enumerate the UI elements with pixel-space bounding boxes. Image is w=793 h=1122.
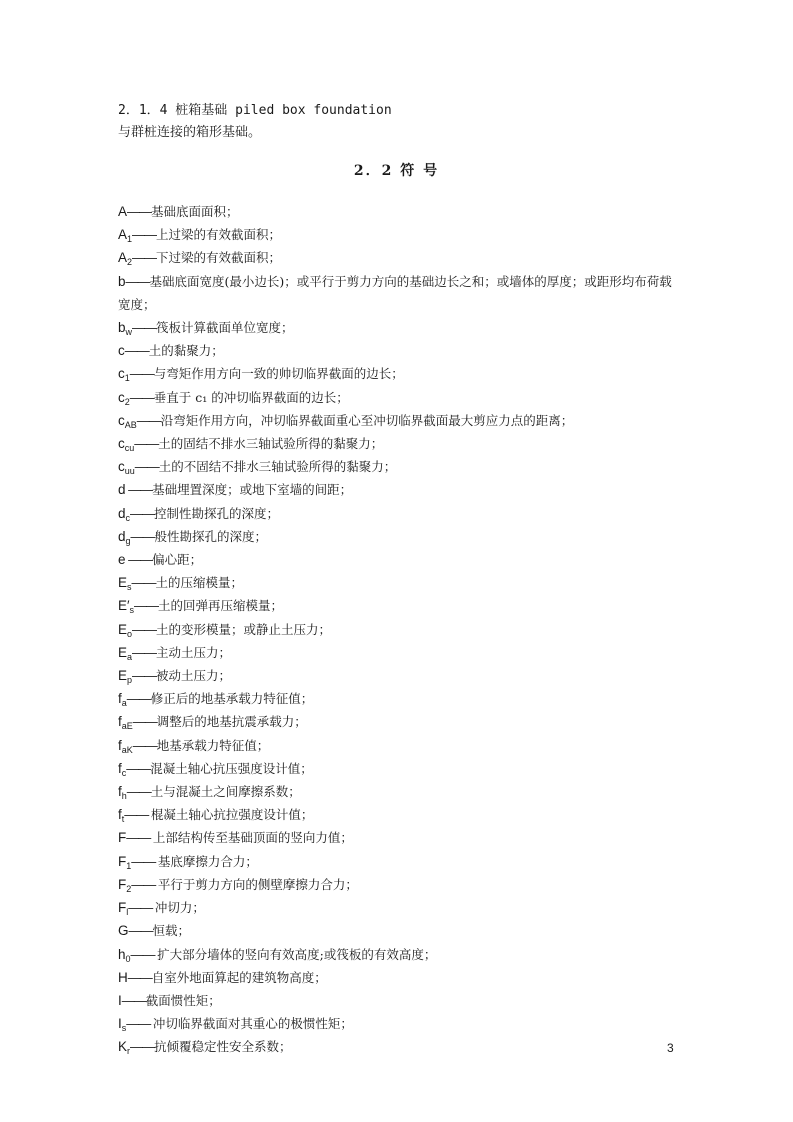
symbol-base: F bbox=[118, 853, 127, 869]
page-number: 3 bbox=[667, 1041, 674, 1055]
symbol-entry bbox=[118, 201, 678, 224]
symbol-subscript: h bbox=[121, 791, 127, 802]
em-dash-separator: —— bbox=[132, 668, 157, 684]
symbol-base: E′ bbox=[118, 598, 130, 614]
symbol-entry bbox=[118, 271, 678, 317]
symbol-subscript: 2 bbox=[127, 257, 133, 268]
symbol-entry bbox=[118, 781, 678, 804]
symbol-base: K bbox=[118, 1039, 128, 1055]
symbol-name bbox=[118, 227, 133, 245]
symbol-name bbox=[118, 622, 132, 637]
symbol-subscript: 1 bbox=[126, 860, 132, 871]
symbol-entry bbox=[118, 944, 678, 967]
em-dash-separator: —— bbox=[124, 343, 149, 359]
symbol-subscript: 1 bbox=[127, 234, 133, 245]
symbol-name bbox=[118, 320, 133, 338]
symbol-name bbox=[118, 390, 130, 405]
symbol-entry bbox=[118, 665, 678, 688]
section-title: 2．2 符 号 bbox=[353, 163, 440, 179]
symbol-description: 冲切临界截面对其重心的极惯性矩； bbox=[152, 1016, 353, 1032]
symbol-entry bbox=[118, 479, 678, 502]
symbol-base: c bbox=[118, 366, 125, 382]
symbol-subscript: p bbox=[127, 675, 133, 686]
symbol-name bbox=[118, 854, 131, 869]
symbol-subscript: aE bbox=[121, 721, 133, 732]
symbol-subscript: s bbox=[129, 605, 135, 616]
symbol-base: G bbox=[118, 923, 129, 939]
em-dash-separator: —— bbox=[134, 436, 159, 452]
symbol-name bbox=[118, 830, 126, 845]
em-dash-separator: —— bbox=[132, 320, 157, 336]
symbol-base: f bbox=[118, 807, 122, 823]
symbol-subscript: 1 bbox=[124, 373, 130, 384]
symbol-name bbox=[118, 738, 133, 753]
symbol-name bbox=[118, 459, 135, 477]
symbol-description: 地基承载力特征值； bbox=[156, 737, 270, 753]
symbol-name bbox=[118, 668, 133, 686]
symbol-base: F bbox=[118, 830, 127, 846]
em-dash-separator: —— bbox=[130, 946, 158, 962]
symbol-description: 基础底面面积； bbox=[151, 204, 239, 219]
em-dash-separator: —— bbox=[126, 1016, 153, 1032]
symbol-subscript: 2 bbox=[124, 396, 130, 407]
symbol-subscript: uu bbox=[124, 466, 135, 477]
symbol-base: f bbox=[118, 737, 122, 753]
symbol-subscript: 2 bbox=[126, 883, 132, 894]
symbol-entry bbox=[118, 433, 678, 456]
symbol-description: 自室外地面算起的建筑物高度； bbox=[151, 969, 327, 985]
symbol-name bbox=[118, 923, 129, 938]
symbol-base: c bbox=[118, 389, 125, 405]
symbol-subscript: o bbox=[127, 628, 133, 639]
symbol-entry bbox=[118, 224, 678, 247]
symbol-name bbox=[118, 343, 125, 358]
symbol-name bbox=[118, 691, 127, 709]
symbol-entry bbox=[118, 317, 678, 340]
em-dash-separator: —— bbox=[127, 969, 152, 985]
symbol-name bbox=[118, 274, 126, 289]
symbol-entry bbox=[118, 990, 678, 1013]
symbol-description: 土的回弹再压缩模量； bbox=[158, 598, 284, 614]
clause-heading: 2．1．4 桩箱基础 piled box foundation bbox=[118, 103, 392, 118]
symbol-base: A bbox=[118, 204, 128, 219]
symbol-entry bbox=[118, 758, 678, 781]
em-dash-separator: —— bbox=[128, 923, 153, 939]
symbol-description: 基础埋置深度；或地下室墙的间距； bbox=[152, 482, 353, 498]
symbol-entry bbox=[118, 967, 678, 990]
symbol-subscript: a bbox=[127, 651, 133, 662]
symbol-name bbox=[118, 413, 137, 428]
em-dash-separator: —— bbox=[128, 900, 155, 916]
em-dash-separator: —— bbox=[134, 598, 159, 614]
symbol-list bbox=[118, 201, 678, 1060]
symbol-entry bbox=[118, 851, 678, 874]
symbol-base: A bbox=[118, 227, 128, 243]
symbol-subscript: s bbox=[127, 582, 132, 593]
symbol-subscript: l bbox=[126, 907, 129, 918]
symbol-description: 抗倾覆稳定性安全系数； bbox=[154, 1039, 292, 1055]
symbol-entry bbox=[118, 410, 678, 433]
symbol-description: 修正后的地基承载力特征值； bbox=[150, 691, 314, 707]
symbol-base: I bbox=[118, 1016, 122, 1032]
symbol-name bbox=[118, 1039, 131, 1057]
symbol-entry bbox=[118, 642, 678, 665]
symbol-description: 土的黏聚力； bbox=[148, 343, 224, 359]
symbol-entry bbox=[118, 827, 678, 850]
symbol-subscript: r bbox=[127, 1046, 131, 1057]
symbol-description: 调整后的地基抗震承载力； bbox=[156, 714, 307, 730]
em-dash-separator: —— bbox=[125, 273, 150, 289]
symbol-name bbox=[118, 900, 129, 918]
em-dash-separator: —— bbox=[126, 760, 151, 776]
symbol-base: c bbox=[118, 436, 125, 452]
symbol-name bbox=[118, 645, 132, 660]
symbol-base: b bbox=[118, 320, 126, 336]
symbol-entry bbox=[118, 387, 678, 410]
symbol-base: b bbox=[118, 273, 126, 289]
em-dash-separator: —— bbox=[132, 714, 157, 730]
symbol-subscript: w bbox=[125, 327, 133, 338]
em-dash-separator: —— bbox=[130, 1039, 155, 1055]
em-dash-separator: —— bbox=[132, 621, 157, 637]
symbol-subscript: c bbox=[125, 512, 131, 523]
em-dash-separator: —— bbox=[131, 575, 156, 591]
symbol-subscript: t bbox=[121, 814, 125, 825]
symbol-name bbox=[118, 575, 132, 593]
symbol-base: E bbox=[118, 621, 128, 637]
symbol-description: 棍凝土轴心抗拉强度设计值； bbox=[150, 807, 314, 823]
em-dash-separator: —— bbox=[134, 459, 159, 475]
symbol-description: 下过梁的有效截面积； bbox=[156, 250, 282, 266]
symbol-base: F bbox=[118, 900, 127, 916]
symbol-entry bbox=[118, 503, 678, 526]
symbol-name bbox=[118, 204, 127, 219]
symbol-description: 基础底面宽度(最小边长)；或平行于剪力方向的基础边长之和；或墙体的厚度；或距形均布荷载宽度； bbox=[118, 273, 672, 312]
symbol-name bbox=[118, 877, 131, 892]
em-dash-separator: —— bbox=[126, 691, 151, 707]
symbol-subscript: aK bbox=[121, 744, 133, 755]
symbol-description: 基底摩擦力合力； bbox=[157, 853, 258, 869]
symbol-entry bbox=[118, 456, 678, 479]
symbol-base: A bbox=[118, 250, 128, 266]
symbol-name bbox=[118, 552, 126, 567]
em-dash-separator: —— bbox=[132, 737, 157, 753]
symbol-name bbox=[118, 436, 135, 454]
symbol-base: I bbox=[118, 992, 122, 1008]
em-dash-separator: —— bbox=[136, 412, 161, 428]
symbol-description: 筏板计算截面单位宽度； bbox=[156, 320, 294, 336]
symbol-subscript: c bbox=[121, 767, 127, 778]
symbol-description: 偏心距； bbox=[152, 552, 203, 568]
em-dash-separator: —— bbox=[131, 876, 158, 892]
symbol-base: E bbox=[118, 644, 128, 660]
symbol-base: e bbox=[118, 552, 126, 568]
symbol-base: c bbox=[118, 459, 125, 475]
symbol-description: 截面惯性矩； bbox=[145, 992, 221, 1008]
symbol-description: 土的固结不排水三轴试验所得的黏聚力； bbox=[158, 436, 384, 452]
symbol-entry bbox=[118, 549, 678, 572]
symbol-description: 土的压缩模量； bbox=[155, 575, 244, 591]
em-dash-separator: —— bbox=[121, 992, 146, 1008]
symbol-description: 混凝土轴心抗压强度设计值； bbox=[150, 760, 313, 776]
symbol-base: d bbox=[118, 505, 126, 521]
symbol-name bbox=[118, 250, 133, 268]
em-dash-separator: —— bbox=[131, 853, 158, 869]
symbol-name bbox=[118, 784, 127, 802]
symbol-description: 土的变形模量；或静止土压力； bbox=[156, 621, 332, 637]
em-dash-separator: —— bbox=[127, 204, 152, 219]
symbol-base: d bbox=[118, 528, 126, 544]
symbol-name bbox=[118, 714, 133, 732]
em-dash-separator: —— bbox=[125, 482, 153, 498]
symbol-name bbox=[118, 947, 131, 962]
symbol-name bbox=[118, 529, 131, 544]
symbol-description: 控制性勘探孔的深度； bbox=[154, 505, 280, 521]
symbol-description: 与弯矩作用方向一致的帅切临界截面的边长； bbox=[153, 366, 404, 382]
symbol-entry bbox=[118, 526, 678, 549]
symbol-entry bbox=[118, 619, 678, 642]
symbol-base: H bbox=[118, 969, 128, 985]
em-dash-separator: —— bbox=[129, 366, 154, 382]
symbol-description: 被动土压力； bbox=[156, 668, 232, 684]
em-dash-separator: —— bbox=[130, 505, 155, 521]
symbol-description: 平行于剪力方向的侧壁摩擦力合力； bbox=[157, 876, 358, 892]
symbol-description: 上过梁的有效截面积； bbox=[156, 227, 282, 243]
symbol-base: f bbox=[118, 784, 122, 800]
symbol-entry bbox=[118, 688, 678, 711]
symbol-subscript: a bbox=[121, 698, 127, 709]
symbol-base: F bbox=[118, 876, 127, 892]
em-dash-separator: —— bbox=[130, 528, 155, 544]
symbol-subscript: g bbox=[125, 535, 131, 546]
symbol-description: 扩大部分墙体的竖向有效高度;或筏板的有效高度； bbox=[157, 946, 437, 962]
symbol-base: f bbox=[118, 691, 122, 707]
symbol-entry bbox=[118, 363, 678, 386]
symbol-description: 沿弯矩作用方向，冲切临界截面重心至冲切临界截面最大剪应力点的距离； bbox=[160, 412, 574, 428]
symbol-entry bbox=[118, 572, 678, 595]
symbol-description: 冲切力； bbox=[154, 900, 205, 916]
symbol-base: f bbox=[118, 760, 122, 776]
symbol-subscript: 0 bbox=[125, 953, 131, 964]
symbol-entry bbox=[118, 804, 678, 827]
symbol-description: 土与混凝土之间摩擦系数； bbox=[150, 784, 301, 800]
symbol-base: E bbox=[118, 668, 128, 684]
symbol-base: c bbox=[118, 343, 125, 359]
clause-2-1-4 bbox=[118, 100, 392, 144]
em-dash-separator: —— bbox=[132, 250, 157, 266]
symbol-description: 恒载； bbox=[152, 923, 191, 939]
symbol-entry bbox=[118, 595, 678, 618]
symbol-base: h bbox=[118, 946, 126, 962]
symbol-entry bbox=[118, 735, 678, 758]
em-dash-separator: —— bbox=[126, 784, 151, 800]
symbol-entry bbox=[118, 920, 678, 943]
symbol-entry bbox=[118, 711, 678, 734]
symbol-description: 般性勘探孔的深度； bbox=[154, 528, 268, 544]
symbol-description: 主动土压力； bbox=[156, 644, 232, 660]
symbol-name bbox=[118, 366, 130, 384]
symbol-entry bbox=[118, 1036, 678, 1059]
symbol-entry bbox=[118, 874, 678, 897]
em-dash-separator: —— bbox=[126, 830, 153, 846]
symbol-entry bbox=[118, 340, 678, 363]
clause-definition: 与群桩连接的箱形基础。 bbox=[118, 125, 262, 140]
symbol-entry bbox=[118, 1013, 678, 1036]
symbol-entry bbox=[118, 897, 678, 920]
symbol-name bbox=[118, 506, 130, 521]
symbol-name bbox=[118, 598, 135, 616]
em-dash-separator: —— bbox=[129, 389, 154, 405]
em-dash-separator: —— bbox=[132, 227, 157, 243]
em-dash-separator: —— bbox=[124, 807, 151, 823]
symbol-base: c bbox=[118, 412, 125, 428]
symbol-description: 垂直于 c₁ 的冲切临界截面的边长； bbox=[153, 389, 349, 405]
symbol-name bbox=[118, 970, 128, 985]
em-dash-separator: —— bbox=[132, 644, 157, 660]
symbol-base: d bbox=[118, 482, 126, 498]
symbol-name bbox=[118, 482, 126, 497]
symbol-base: f bbox=[118, 714, 122, 730]
symbol-base: E bbox=[118, 575, 128, 591]
symbol-subscript: cu bbox=[124, 443, 135, 454]
symbol-description: 土的不固结不排水三轴试验所得的黏聚力； bbox=[158, 459, 397, 475]
symbol-subscript: AB bbox=[124, 419, 137, 430]
symbol-subscript: s bbox=[121, 1023, 127, 1034]
symbol-description: 上部结构传至基础顶面的竖向力值； bbox=[152, 830, 353, 846]
em-dash-separator: —— bbox=[125, 552, 153, 568]
symbol-entry bbox=[118, 247, 678, 270]
